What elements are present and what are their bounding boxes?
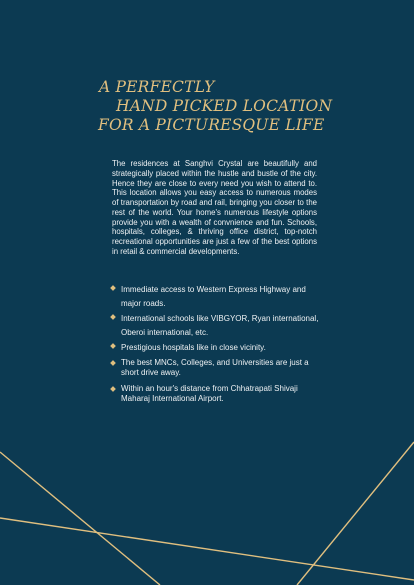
location-highlights-list — [110, 283, 320, 404]
gold-line-long — [0, 518, 414, 580]
list-item-text: International schools like VIBGYOR, Ryan international, Oberoi international, etc. — [121, 314, 319, 337]
list-item — [110, 384, 320, 404]
diamond-bullet-icon — [110, 343, 116, 349]
headline-line-1: A PERFECTLY — [99, 78, 215, 96]
headline — [0, 78, 414, 135]
list-item — [110, 283, 320, 310]
diamond-bullet-icon — [110, 314, 116, 320]
gold-line-steep — [297, 442, 414, 585]
diamond-bullet-icon — [110, 386, 116, 392]
list-item — [110, 341, 320, 355]
gold-line-diagonal — [0, 452, 160, 585]
diamond-bullet-icon — [110, 285, 116, 291]
list-item-text: Within an hour's distance from Chhatrapati Shivaji Maharaj International Airport. — [121, 383, 298, 403]
list-item — [110, 358, 320, 378]
list-item-text: The best MNCs, Colleges, and Universities are just a short drive away. — [121, 357, 309, 377]
diamond-bullet-icon — [110, 360, 116, 366]
list-item-text: Immediate access to Western Express Highway and major roads. — [121, 285, 306, 308]
location-description: The residences at Sanghvi Crystal are beautifully and strategically placed within the hustle and bustle of the city. Hence they are close to every need you wish to attend to. This location allows you easy access to numerous modes of transportation by road and rail, bringing you closer to the rest of the world. Your home's numerous lifestyle options provide you with a wealth of convnience and fun. Schools, hospitals, colleges, & thriving office district, top-notch recreational opportunities are just a few of the best options in retail & commercial developments. — [112, 159, 317, 256]
list-item — [110, 312, 320, 339]
headline-line-2: HAND PICKED LOCATION — [116, 97, 333, 115]
headline-line-3: FOR A PICTURESQUE LIFE — [98, 116, 325, 134]
list-item-text: Prestigious hospitals like in close vicinity. — [121, 343, 266, 352]
